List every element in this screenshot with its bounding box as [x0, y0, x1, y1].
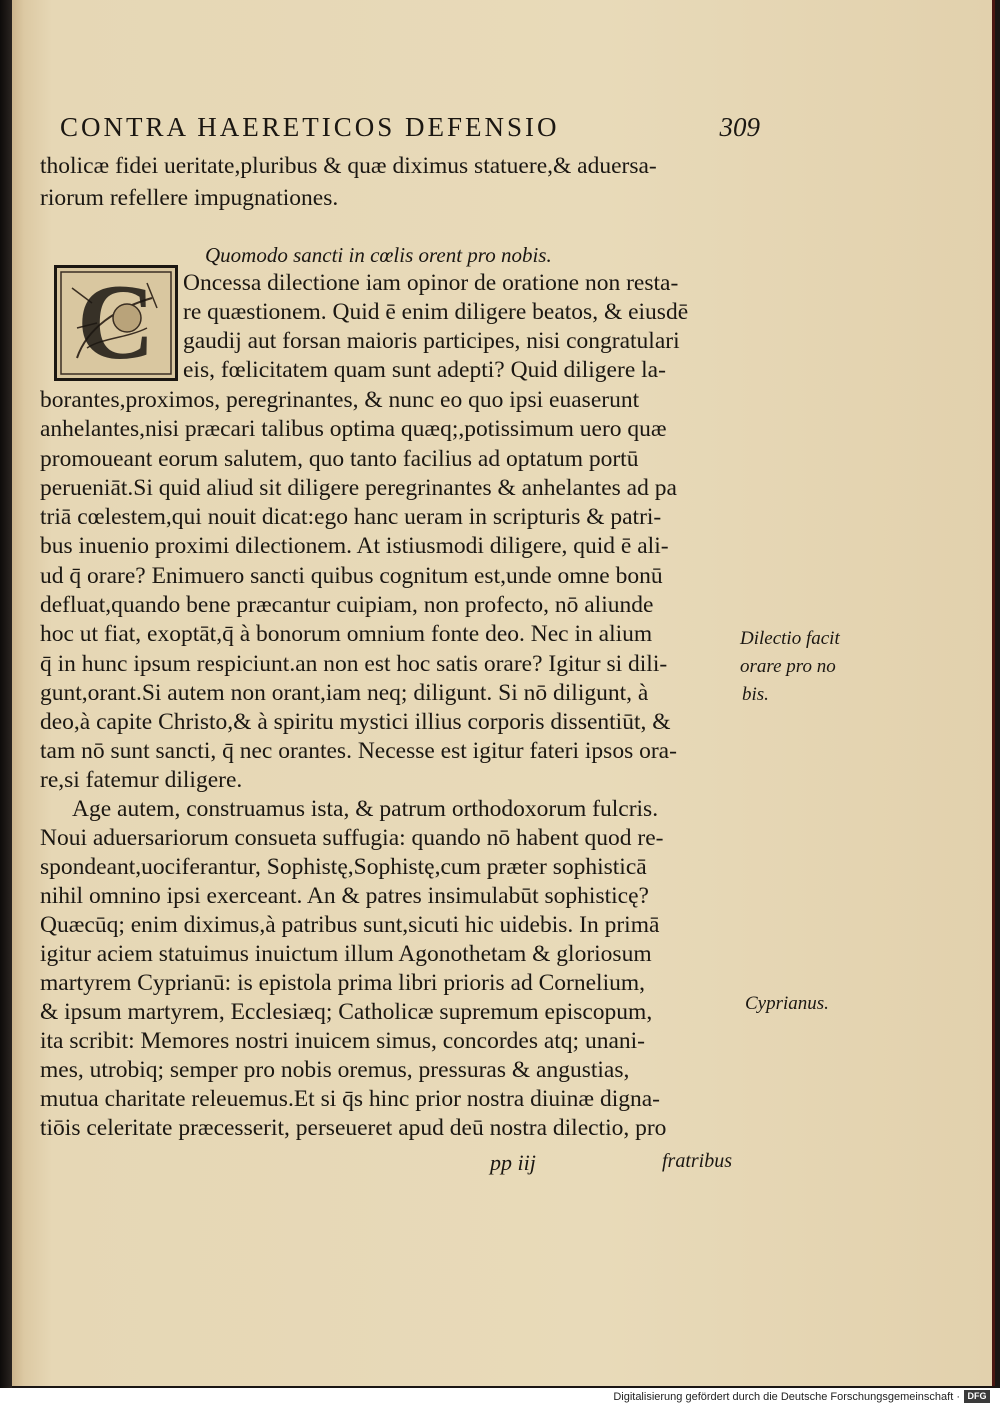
initial-letter: C	[77, 263, 155, 382]
body-line: spondeant,uociferantur, Sophistę,Sophistę,cum præter sophisticā	[40, 854, 647, 880]
margin-note: Cyprianus.	[745, 993, 829, 1014]
body-line: Oncessa dilectione iam opinor de oratione non resta-	[183, 270, 679, 296]
body-line: promoueant eorum salutem, quo tanto facilius ad optatum portū	[40, 446, 639, 472]
body-line: ud q̄ orare? Enimuero sancti quibus cognitum est,unde omne bonū	[40, 563, 663, 589]
body-line: mutua charitate releuemus.Et si q̄s hinc prior nostra diuinæ digna-	[40, 1086, 660, 1112]
body-line: gunt,orant.Si autem non orant,iam neq; diligunt. Si nō diligunt, à	[40, 680, 649, 706]
body-line: defluat,quando bene præcantur cuipiam, non profecto, nō aliunde	[40, 592, 654, 618]
running-head-title: CONTRA HAERETICOS DEFENSIO	[60, 112, 560, 142]
body-line: ita scribit: Memores nostri inuicem simus, concordes atq; unani-	[40, 1028, 645, 1054]
signature-mark: pp iij	[490, 1150, 536, 1175]
digitization-credit: Digitalisierung gefördert durch die Deutsche Forschungsgemeinschaft ·	[613, 1391, 960, 1403]
body-line: riorum refellere impugnationes.	[40, 185, 339, 211]
catchword: fratribus	[662, 1150, 733, 1172]
body-line: Noui aduersariorum consueta suffugia: quando nō habent quod re-	[40, 825, 664, 851]
body-line: perueniāt.Si quid aliud sit diligere peregrinantes & anhelantes ad pa	[40, 475, 677, 501]
body-line: Quæcūq; enim diximus,à patribus sunt,sicuti hic uidebis. In primā	[40, 912, 660, 938]
body-line: borantes,proximos, peregrinantes, & nunc eo quo ipsi euaserunt	[40, 387, 640, 413]
body-line: tholicæ fidei ueritate,pluribus & quæ diximus statuere,& aduersa-	[40, 153, 657, 179]
body-line: tam nō sunt sancti, q̄ nec orantes. Necesse est igitur fateri ipsos ora-	[40, 738, 677, 764]
page-number: 309	[719, 112, 760, 142]
body-line: igitur aciem statuimus inuictum illum Agonothetam & gloriosum	[40, 941, 652, 967]
dfg-logo: DFG	[964, 1390, 990, 1403]
body-line: tiōis celeritate præcesserit, perseueret apud deū nostra dilectio, pro	[40, 1115, 667, 1141]
running-head	[60, 112, 760, 143]
margin-note: orare pro no	[740, 656, 836, 677]
body-line: anhelantes,nisi præcari talibus optima quæq;,potissimum uero quæ	[40, 416, 667, 442]
body-line: eis, fœlicitatem quam sunt adepti? Quid diligere la-	[183, 357, 666, 383]
body-line: deo,à capite Christo,& à spiritu mystici illius corporis dissentiūt, &	[40, 709, 671, 735]
body-line: triā cœlestem,qui nouit dicat:ego hanc ueram in scripturis & patri-	[40, 504, 662, 530]
body-line: bus inuenio proximi dilectionem. At istiusmodi diligere, quid ē ali-	[40, 533, 669, 559]
body-line: re quæstionem. Quid ē enim diligere beatos, & eiusdē	[183, 299, 689, 325]
decorated-initial	[54, 265, 178, 381]
body-line: martyrem Cyprianū: is epistola prima libri prioris ad Cornelium,	[40, 970, 646, 996]
body-line: hoc ut fiat, exoptāt,q̄ à bonorum omnium fonte deo. Nec in alium	[40, 621, 653, 647]
body-line: & ipsum martyrem, Ecclesiæq; Catholicæ supremum episcopum,	[40, 999, 653, 1025]
section-heading: Quomodo sancti in cœlis orent pro nobis.	[205, 243, 552, 267]
body-line: q̄ in hunc ipsum respiciunt.an non est hoc satis orare? Igitur si dili-	[40, 651, 668, 677]
body-line: re,si fatemur diligere.	[40, 767, 243, 793]
margin-note: bis.	[742, 684, 769, 705]
margin-note: Dilectio facit	[740, 628, 840, 649]
body-line: nihil omnino ipsi exerceant. An & patres insimulabūt sophisticę?	[40, 883, 649, 909]
body-line: mes, utrobiq; semper pro nobis oremus, pressuras & angustias,	[40, 1057, 630, 1083]
book-spine-edge	[0, 0, 12, 1388]
body-line: gaudij aut forsan maioris participes, nisi congratulari	[183, 328, 680, 354]
body-line: Age autem, construamus ista, & patrum orthodoxorum fulcris.	[72, 796, 659, 822]
